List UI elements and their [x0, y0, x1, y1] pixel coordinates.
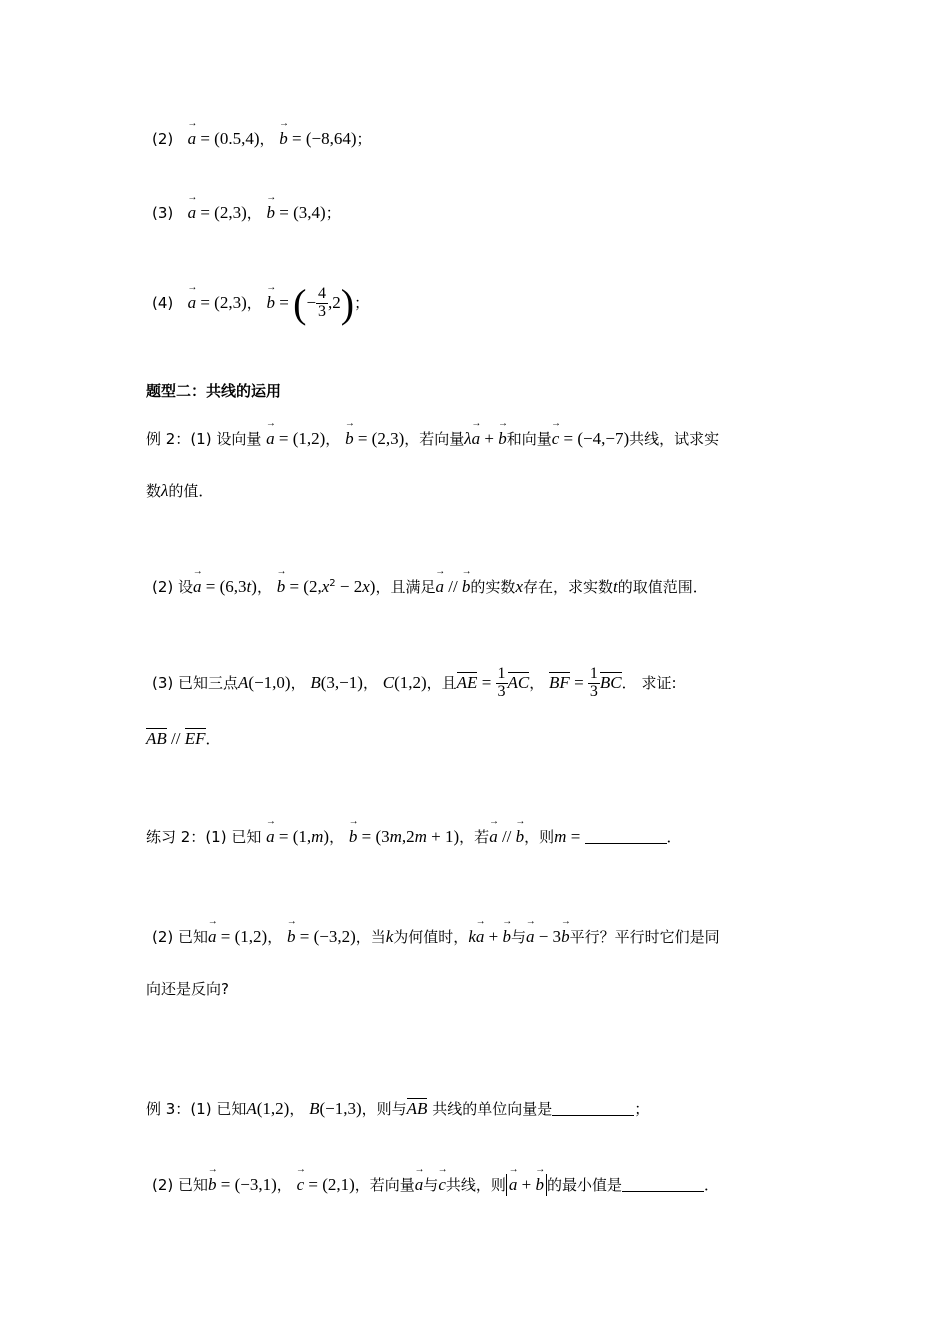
example-3-q2: (2) 已知→ b = (−3,1)， → c = (2,1)，若向量→ a与→ c共线，则→ a + → b 的最小值是 ． [152, 1174, 719, 1196]
section-heading: 题型二：共线的运用 [146, 382, 282, 400]
example-3-q1: 例 3：(1) 已知A(1,2)， B(−1,3)，则与AB 共线的单位向量是 ； [146, 1099, 650, 1118]
answer-blank [585, 829, 667, 844]
item-4: (4) → a = (2,3)， → b = (− $\frac{4}{3}$ ,2)； [152, 280, 369, 327]
example-2-q1: 例 2：(1) 设向量 → a = (1,2)， → b = (2,3)，若向量λ→ a + → b和向量→ c = (−4,−7)共线，试求实 [146, 428, 719, 449]
answer-blank [552, 1101, 634, 1116]
practice-2-q2-cont: 向还是反向? [146, 980, 229, 998]
item-3: (3) → a = (2,3)， → b = (3,4)； [152, 202, 341, 223]
example-2-q2: (2) 设→ a = (6,3t)， → $b = (2,x^2 - 2x)$，且满足→ a // → b的实数x存在，求实数t的取值范围． [152, 576, 708, 597]
example-2-q3: (3) 已知三点A(−1,0)， B(3,−1)， C(1,2)，且AE = $\frac{1}{3}$ AC， BF = $\frac{1}{3}$ BC． 求证: [152, 665, 677, 700]
answer-blank [622, 1177, 704, 1192]
vector-b: → b [279, 129, 288, 149]
example-2-q1-cont: 数λ的值． [146, 481, 214, 500]
item-2: (2) → a = (0.5,4)， → b = (−8,64)； [152, 128, 372, 149]
practice-2-q1: 练习 2：(1) 已知 → a = (1,m)， → b = (3m,2m + 1)，若→ a // → b，则m = ． [146, 826, 682, 847]
fraction: $\frac{4}{3}$ [318, 285, 327, 320]
practice-2-q2: (2) 已知→ a = (1,2)， → b = (−3,2)，当k为何值时，k→ a + → b与→ a − 3→ b平行？平行时它们是同 [152, 926, 720, 947]
vector-a: → a [188, 129, 197, 149]
example-2-q3-cont: AB // EF． [146, 729, 221, 748]
